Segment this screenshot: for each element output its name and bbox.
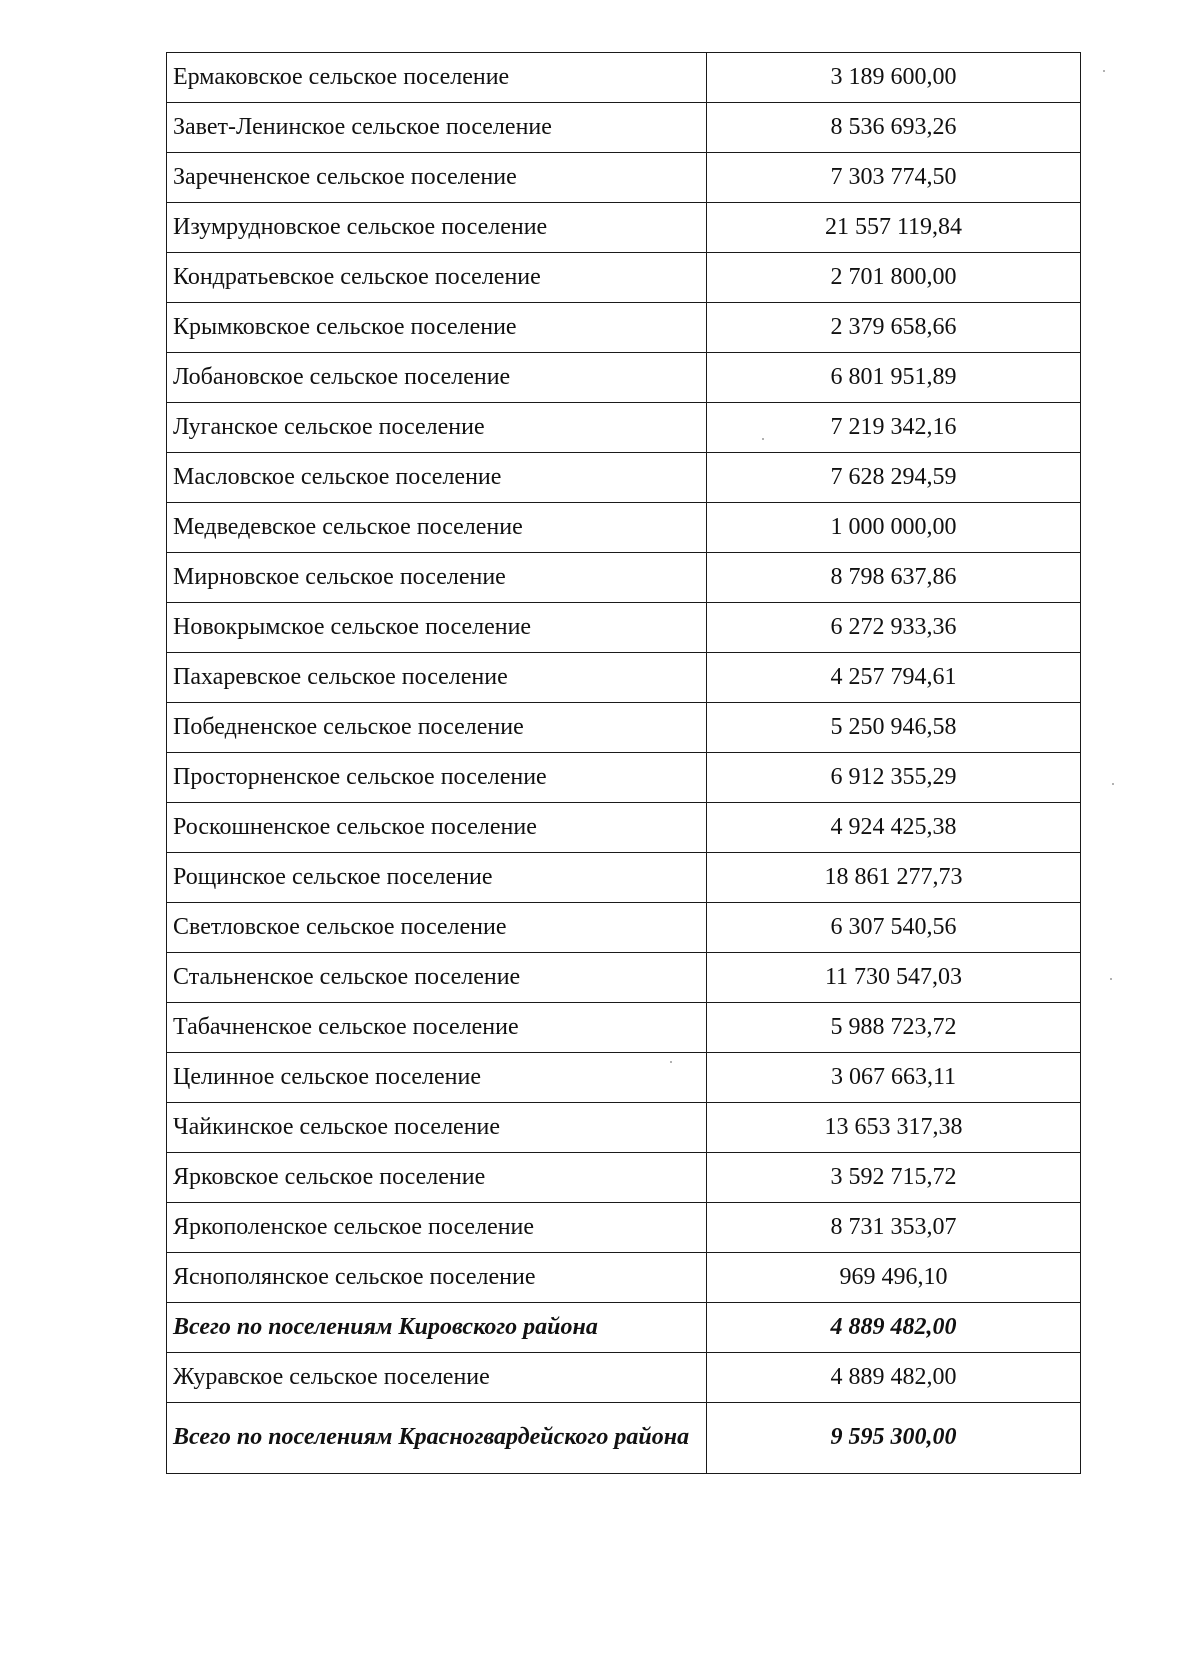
amount-cell: 4 889 482,00 [707,1303,1081,1353]
amount-cell: 7 219 342,16 [707,403,1081,453]
table-row [167,1003,1081,1053]
table-row [167,853,1081,903]
amount-cell: 2 701 800,00 [707,253,1081,303]
amount-cell: 6 912 355,29 [707,753,1081,803]
amount-cell: 1 000 000,00 [707,503,1081,553]
settlement-name-cell: Роскошненское сельское поселение [167,803,707,853]
settlement-name-cell: Яркополенское сельское поселение [167,1203,707,1253]
scan-speck [1110,978,1112,980]
scan-speck [1103,70,1105,72]
settlement-name-cell: Победненское сельское поселение [167,703,707,753]
settlement-name-cell: Рощинское сельское поселение [167,853,707,903]
table-body [167,53,1081,1474]
amount-cell: 9 595 300,00 [707,1403,1081,1474]
settlement-name-cell: Лобановское сельское поселение [167,353,707,403]
amount-cell: 4 889 482,00 [707,1353,1081,1403]
table-row [167,1353,1081,1403]
table-row [167,403,1081,453]
amount-cell: 13 653 317,38 [707,1103,1081,1153]
settlement-name-cell: Всего по поселениям Кировского района [167,1303,707,1353]
settlement-name-cell: Завет-Ленинское сельское поселение [167,103,707,153]
amount-cell: 969 496,10 [707,1253,1081,1303]
table-row [167,1153,1081,1203]
settlement-name-cell: Луганское сельское поселение [167,403,707,453]
settlement-name-cell: Светловское сельское поселение [167,903,707,953]
settlement-name-cell: Табачненское сельское поселение [167,1003,707,1053]
amount-cell: 4 924 425,38 [707,803,1081,853]
scan-speck [670,1061,672,1063]
settlement-name-cell: Всего по поселениям Красногвардейского района [167,1403,707,1474]
settlement-name-cell: Ермаковское сельское поселение [167,53,707,103]
amount-cell: 3 592 715,72 [707,1153,1081,1203]
table-row [167,1103,1081,1153]
amount-cell: 5 250 946,58 [707,703,1081,753]
table-row [167,503,1081,553]
settlement-name-cell: Медведевское сельское поселение [167,503,707,553]
settlement-name-cell: Новокрымское сельское поселение [167,603,707,653]
amount-cell: 3 189 600,00 [707,53,1081,103]
scan-speck [762,438,764,440]
settlement-name-cell: Кондратьевское сельское поселение [167,253,707,303]
amount-cell: 6 272 933,36 [707,603,1081,653]
table-row [167,953,1081,1003]
amount-cell: 6 801 951,89 [707,353,1081,403]
settlement-name-cell: Яснополянское сельское поселение [167,1253,707,1303]
table-row [167,353,1081,403]
total-row [167,1403,1081,1474]
amount-cell: 7 628 294,59 [707,453,1081,503]
table-row [167,703,1081,753]
table-row [167,803,1081,853]
settlement-name-cell: Масловское сельское поселение [167,453,707,503]
table-row [167,103,1081,153]
amount-cell: 11 730 547,03 [707,953,1081,1003]
table-row [167,203,1081,253]
table-row [167,753,1081,803]
settlement-name-cell: Чайкинское сельское поселение [167,1103,707,1153]
amount-cell: 8 798 637,86 [707,553,1081,603]
settlement-name-cell: Изумрудновское сельское поселение [167,203,707,253]
table-row [167,253,1081,303]
settlement-name-cell: Журавское сельское поселение [167,1353,707,1403]
settlement-name-cell: Ярковское сельское поселение [167,1153,707,1203]
table-row [167,653,1081,703]
table-row [167,553,1081,603]
amount-cell: 2 379 658,66 [707,303,1081,353]
total-row [167,1303,1081,1353]
scan-speck [1112,783,1114,785]
settlement-name-cell: Заречненское сельское поселение [167,153,707,203]
amount-cell: 21 557 119,84 [707,203,1081,253]
table-row [167,903,1081,953]
table-row [167,603,1081,653]
settlement-name-cell: Стальненское сельское поселение [167,953,707,1003]
settlement-name-cell: Просторненское сельское поселение [167,753,707,803]
table-row [167,303,1081,353]
table-row [167,153,1081,203]
settlement-name-cell: Мирновское сельское поселение [167,553,707,603]
table-row [167,1053,1081,1103]
amount-cell: 4 257 794,61 [707,653,1081,703]
amount-cell: 3 067 663,11 [707,1053,1081,1103]
amount-cell: 18 861 277,73 [707,853,1081,903]
table-row [167,1253,1081,1303]
amount-cell: 8 731 353,07 [707,1203,1081,1253]
amount-cell: 8 536 693,26 [707,103,1081,153]
amount-cell: 5 988 723,72 [707,1003,1081,1053]
table-row [167,453,1081,503]
table-row [167,1203,1081,1253]
settlement-name-cell: Целинное сельское поселение [167,1053,707,1103]
settlement-name-cell: Крымковское сельское поселение [167,303,707,353]
amount-cell: 7 303 774,50 [707,153,1081,203]
table-row [167,53,1081,103]
settlements-budget-table [166,52,1081,1474]
settlement-name-cell: Пахаревское сельское поселение [167,653,707,703]
amount-cell: 6 307 540,56 [707,903,1081,953]
